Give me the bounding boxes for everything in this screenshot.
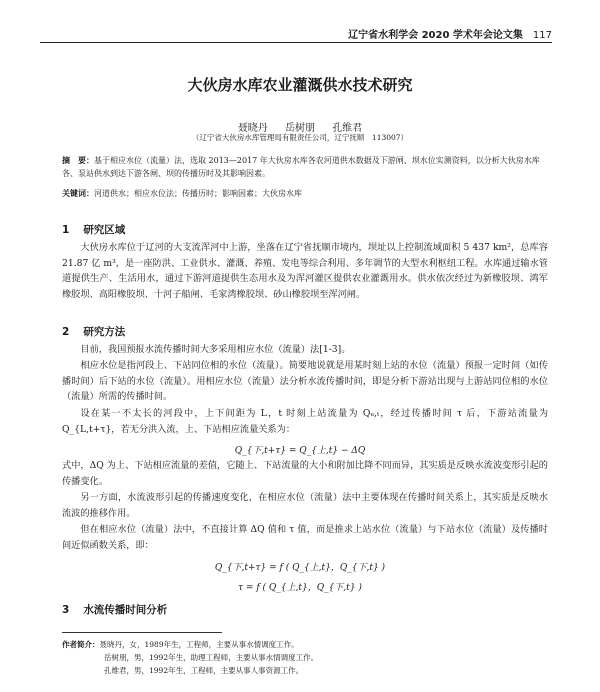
affiliation: （辽宁省大伙房水库管理局有限责任公司，辽宁抚顺 113007） bbox=[191, 133, 409, 142]
abstract bbox=[62, 155, 548, 180]
paragraph-delta-q: 式中，ΔQ 为上、下站相应流量的差值，它随上、下站流量的大小和附加比降不同而异，其实质是反映水流波变形引起的传播变化。 bbox=[62, 460, 548, 487]
keywords-label: 关键词： bbox=[62, 189, 94, 198]
section-heading-2: 2 研究方法 bbox=[62, 326, 126, 338]
footnote-line: 孔维君，男，1992年生，工程师，主要从事人事资源工作。 bbox=[104, 666, 304, 675]
keywords-text: 河道供水；相应水位法；传播历时；影响因素；大伙房水库 bbox=[94, 189, 302, 198]
author-footnote bbox=[62, 638, 548, 677]
author: 聂晓丹 bbox=[237, 123, 268, 134]
page-number: 117 bbox=[532, 30, 552, 41]
keywords bbox=[62, 188, 548, 201]
section-heading-3: 3 水流传播时间分析 bbox=[62, 604, 168, 616]
footnote-label: 作者简介： bbox=[62, 640, 100, 649]
author: 孔维君 bbox=[332, 123, 363, 134]
paragraph-corresponding-level: 相应水位是指河段上、下站同位相的水位（流量）。简要地说就是用某时刻上站的水位（流量）预报一定时间（如传播时间）后下站的水位（流量）。用相应水位（流量）法分析水流传播时间，即是分析下游站出现与上游站同位相的水位（流量）所需的传播时间。 bbox=[62, 360, 548, 403]
journal-name: 辽宁省水利学会 2020 学术年会论文集 bbox=[348, 30, 523, 41]
footnote-line: 岳树朋，男，1992年生，助理工程师，主要从事水情调度工作。 bbox=[104, 653, 319, 662]
footnote-divider bbox=[62, 632, 222, 633]
section-heading-1: 1 研究区域 bbox=[62, 224, 126, 236]
abstract-label: 摘 要： bbox=[62, 156, 94, 165]
author: 岳树朋 bbox=[285, 123, 315, 134]
paragraph-study-area: 大伙房水库位于辽河的大支流浑河中上游，坐落在辽宁省抚顺市境内，坝址以上控制流域面积 5 437 km²，总库容 21.87 亿 m³，是一座防洪、工业供水、灌溉、养殖、发电等综合利用、多年调节的大型水利枢纽工程。水库通过输水管道提供生产、生活用水，通过下游河道提供生态用水及为浑河灌区提供农业灌溉用水。供水依次经过为新橡胶坝、鸿军橡胶坝、高阳橡胶坝、十河子船闸、毛家湾橡胶坝、砂山橡胶坝至浑河闸。 bbox=[62, 242, 548, 300]
abstract-text: 基于相应水位（流量）法，选取 2013—2017 年大伙房水库各农河道供水数据及下游闸、坝水位实测资料，以分析大伙房水库各、泵站供水到达下游各闸、坝的传播历时及其影响因素。 bbox=[62, 156, 540, 178]
paragraph-function: 但在相应水位（流量）法中，不直接计算 ΔQ 值和 τ 值，而是推求上站水位（流量）与下站水位（流量）及传播时间近似函数关系，即： bbox=[62, 524, 548, 551]
equation-2: Q_{下,t+τ} = f ( Q_{上,t}，Q_{下,t} ) bbox=[214, 563, 386, 573]
paragraph-method-intro: 目前，我国预报水流传播时间大多采用相应水位（流量）法[1-3]。 bbox=[80, 344, 351, 355]
running-header bbox=[40, 26, 552, 43]
equation-1: Q_{下,t+τ} = Q_{上,t} − ΔQ bbox=[234, 446, 366, 456]
paragraph-wave-speed: 另一方面，水流波形引起的传播速度变化，在相应水位（流量）法中主要体现在传播时间关系上，其实质是反映水流波的推移作用。 bbox=[62, 492, 548, 519]
paragraph-setup: 设在某一不太长的河段中，上下间距为 L，t 时刻上站流量为 Qᵤ,ₜ，经过传播时间 τ 后，下游站流量为 Q_{L,t+τ}，若无分洪入流，上、下站相应流量关系为： bbox=[62, 408, 549, 435]
equation-3: τ = f ( Q_{上,t}，Q_{下,t} ) bbox=[238, 583, 362, 593]
paper-title: 大伙房水库农业灌溉供水技术研究 bbox=[187, 76, 413, 94]
footnote-line: 聂晓丹，女，1989年生，工程师，主要从事水情调度工作。 bbox=[99, 640, 299, 649]
